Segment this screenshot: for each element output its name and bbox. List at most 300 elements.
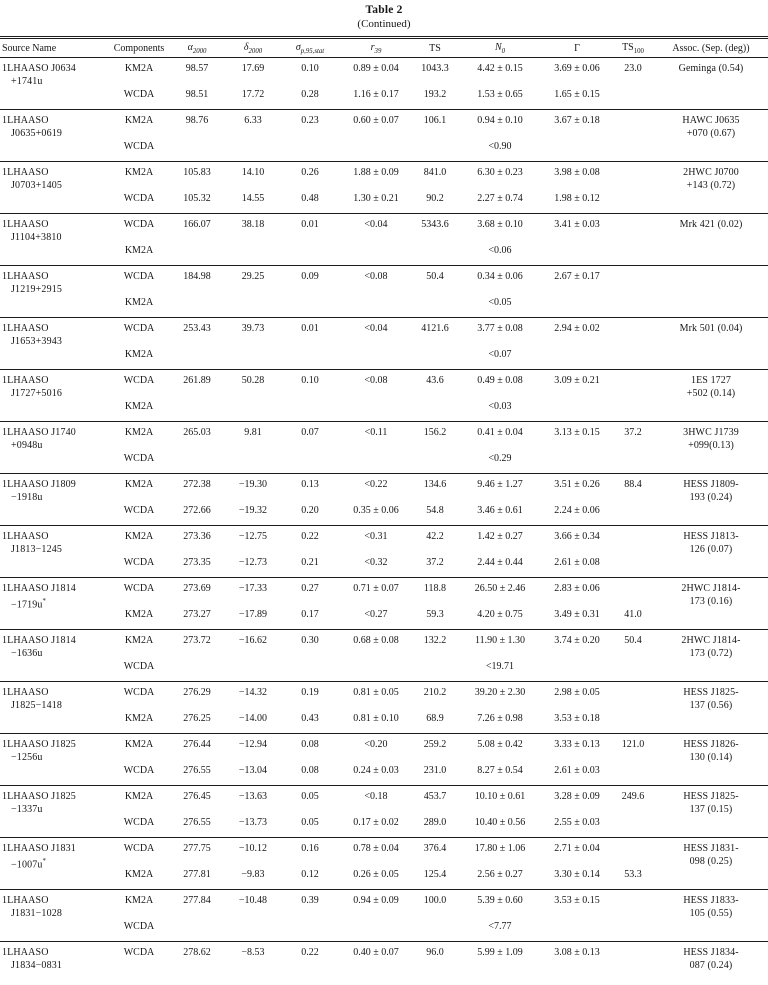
ts100-cell <box>612 656 654 682</box>
sigma-cell: 0.27 <box>280 578 340 604</box>
n0-cell: 0.94 ± 0.10 <box>458 110 542 136</box>
dec-cell: 38.18 <box>226 214 280 240</box>
dec-cell: 14.55 <box>241 192 265 204</box>
source-name-text: 1LHAASO J1740 <box>2 427 76 438</box>
table-row <box>0 188 768 214</box>
n0-cell: <0.03 <box>488 400 512 412</box>
table-row <box>0 344 768 370</box>
source-name-line <box>2 479 110 492</box>
col-header-sigma <box>280 38 340 58</box>
comp-cell: KM2A <box>110 110 168 136</box>
table-row <box>0 500 768 526</box>
ra-cell: 272.38 <box>168 474 226 500</box>
sigma-cell: 0.05 <box>280 786 340 812</box>
ra-cell: 276.44 <box>168 734 226 760</box>
source-name-line <box>2 271 110 284</box>
source-name-text: 1LHAASO <box>2 323 49 334</box>
table-row <box>0 396 768 422</box>
association-cell <box>654 838 768 890</box>
sigma-cell: 0.13 <box>280 474 340 500</box>
table-row <box>0 864 768 890</box>
ts-cell: 68.9 <box>426 712 444 724</box>
ts-cell <box>412 656 458 682</box>
source-name-line <box>2 323 110 336</box>
ts-cell: 231.0 <box>423 764 447 776</box>
table-row <box>0 370 768 396</box>
source-name-text: J1219+2915 <box>11 283 63 295</box>
header-label: Γ <box>574 42 580 54</box>
association-line <box>654 128 768 141</box>
association-cell <box>654 162 768 214</box>
source-name-cell <box>0 942 110 973</box>
gamma-cell <box>542 656 612 682</box>
association-text: 126 (0.07) <box>689 543 733 555</box>
dec-cell <box>226 136 280 162</box>
ts-cell: 125.4 <box>423 868 447 880</box>
dec-cell: −13.63 <box>226 786 280 812</box>
col-header-n0 <box>458 38 542 58</box>
gamma-cell: 1.98 ± 0.12 <box>554 192 600 204</box>
ts100-cell <box>612 396 654 422</box>
sigma-cell: 0.09 <box>280 266 340 292</box>
header-subscript: 100 <box>633 47 644 55</box>
gamma-cell: 2.98 ± 0.05 <box>542 682 612 708</box>
comp-cell: WCDA <box>123 192 155 204</box>
association-cell <box>654 890 768 942</box>
sigma-cell: 0.17 <box>301 608 319 620</box>
association-text: HESS J1826- <box>683 739 739 750</box>
sigma-cell: 0.21 <box>301 556 319 568</box>
source-name-line <box>2 531 110 544</box>
table-row <box>0 474 768 500</box>
source-name-line <box>2 180 110 193</box>
table-row <box>0 890 768 916</box>
ra-cell <box>168 396 226 422</box>
association-text: +502 (0.14) <box>686 387 736 399</box>
source-name-line <box>2 128 110 141</box>
dec-cell: 14.10 <box>226 162 280 188</box>
comp-cell: WCDA <box>123 816 155 828</box>
ra-cell: 98.76 <box>168 110 226 136</box>
ra-cell: 253.43 <box>168 318 226 344</box>
association-line <box>654 648 768 661</box>
star-marker: * <box>42 597 47 605</box>
n0-cell: 10.10 ± 0.61 <box>458 786 542 812</box>
n0-cell: 3.46 ± 0.61 <box>477 504 523 516</box>
comp-cell: KM2A <box>110 474 168 500</box>
r39-cell: <0.22 <box>340 474 412 500</box>
dec-cell <box>226 656 280 682</box>
association-cell <box>654 734 768 786</box>
association-line <box>654 583 768 596</box>
n0-cell: 7.26 ± 0.98 <box>477 712 523 724</box>
association-line <box>654 804 768 817</box>
association-line <box>654 479 768 492</box>
source-name-cell <box>0 370 110 422</box>
sigma-cell <box>280 396 340 422</box>
sigma-cell: 0.08 <box>301 764 319 776</box>
source-name-line <box>2 219 110 232</box>
n0-cell: 0.41 ± 0.04 <box>458 422 542 448</box>
ts100-cell <box>612 84 654 110</box>
table-row <box>0 448 768 474</box>
gamma-cell <box>542 136 612 162</box>
source-name-cell <box>0 266 110 318</box>
ts100-cell <box>612 526 654 552</box>
comp-cell: WCDA <box>110 266 168 292</box>
gamma-cell: 3.98 ± 0.08 <box>542 162 612 188</box>
association-text: +070 (0.67) <box>686 127 736 139</box>
ts100-cell: 249.6 <box>612 786 654 812</box>
table-row <box>0 760 768 786</box>
ra-cell: 98.51 <box>185 88 209 100</box>
source-name-cell <box>0 110 110 162</box>
ts-cell: 96.0 <box>412 942 458 973</box>
source-name-text: 1LHAASO <box>2 687 49 698</box>
r39-cell: <0.04 <box>340 318 412 344</box>
dec-cell <box>226 396 280 422</box>
ts100-cell <box>612 162 654 188</box>
association-text: HESS J1809- <box>683 479 739 490</box>
table-row <box>0 136 768 162</box>
source-name-line <box>2 752 110 765</box>
gamma-cell: 3.69 ± 0.06 <box>542 58 612 84</box>
header-subscript: 39 <box>374 47 382 55</box>
association-text: +143 (0.72) <box>686 179 736 191</box>
table-row <box>0 240 768 266</box>
comp-cell: KM2A <box>124 296 154 308</box>
ts100-cell <box>612 370 654 396</box>
association-text: HESS J1831- <box>683 843 739 854</box>
ts-cell: 37.2 <box>426 556 444 568</box>
source-name-cell <box>0 58 110 110</box>
gamma-cell: 3.30 ± 0.14 <box>554 868 600 880</box>
source-name-line <box>2 856 110 872</box>
n0-cell: 2.56 ± 0.27 <box>477 868 523 880</box>
comp-cell: WCDA <box>123 452 155 464</box>
source-name-line <box>2 336 110 349</box>
r39-cell: 0.24 ± 0.03 <box>353 764 399 776</box>
gamma-cell <box>542 396 612 422</box>
ts-cell: 453.7 <box>412 786 458 812</box>
ts-cell: 210.2 <box>412 682 458 708</box>
dec-cell <box>226 344 280 370</box>
ts100-cell <box>612 292 654 318</box>
ra-cell <box>168 448 226 474</box>
gamma-cell: 2.55 ± 0.03 <box>554 816 600 828</box>
ts100-cell <box>612 266 654 292</box>
table-row <box>0 656 768 682</box>
association-line <box>654 167 768 180</box>
gamma-cell: 3.66 ± 0.34 <box>542 526 612 552</box>
ts100-cell <box>612 708 654 734</box>
ts100-cell <box>612 500 654 526</box>
comp-cell: WCDA <box>123 764 155 776</box>
association-line <box>654 388 768 401</box>
r39-cell <box>340 240 412 266</box>
association-text: 098 (0.25) <box>689 855 733 867</box>
n0-cell: 39.20 ± 2.30 <box>458 682 542 708</box>
n0-cell: <0.07 <box>488 348 512 360</box>
ra-cell <box>168 656 226 682</box>
ts-cell: 259.2 <box>412 734 458 760</box>
source-name-text: 1LHAASO J1814 <box>2 583 76 594</box>
source-name-text: 1LHAASO <box>2 271 49 282</box>
source-name-text: 1LHAASO J1825 <box>2 791 76 802</box>
n0-cell: <0.06 <box>488 244 512 256</box>
table-row <box>0 708 768 734</box>
comp-cell: WCDA <box>110 578 168 604</box>
source-name-text: 1LHAASO <box>2 531 49 542</box>
source-name-line <box>2 596 110 612</box>
source-name-line <box>2 648 110 661</box>
association-text: HESS J1813- <box>683 531 739 542</box>
source-name-text: +1741u <box>11 75 43 87</box>
association-cell <box>654 526 768 578</box>
sigma-cell: 0.20 <box>301 504 319 516</box>
source-name-line <box>2 739 110 752</box>
source-name-line <box>2 908 110 921</box>
n0-cell: <0.05 <box>488 296 512 308</box>
ts100-cell <box>612 318 654 344</box>
ts100-cell: 50.4 <box>612 630 654 656</box>
gamma-cell <box>542 240 612 266</box>
table-body <box>0 58 768 973</box>
table-header <box>0 38 768 58</box>
ts-cell <box>412 292 458 318</box>
sigma-cell: 0.12 <box>301 868 319 880</box>
gamma-cell: 2.67 ± 0.17 <box>542 266 612 292</box>
header-label: Source Name <box>2 42 57 54</box>
ts100-cell <box>612 890 654 916</box>
association-text: +099(0.13) <box>688 439 734 451</box>
source-name-text: −1256u <box>11 751 43 763</box>
ts-cell <box>412 344 458 370</box>
ra-cell: 273.69 <box>168 578 226 604</box>
comp-cell: WCDA <box>110 318 168 344</box>
source-name-line <box>2 63 110 76</box>
ts100-cell <box>612 682 654 708</box>
sigma-cell <box>280 136 340 162</box>
n0-cell: <0.29 <box>488 452 512 464</box>
ts100-cell <box>612 838 654 864</box>
source-name-text: 1LHAASO <box>2 115 49 126</box>
association-text: 2HWC J0700 <box>683 167 739 178</box>
r39-cell <box>340 448 412 474</box>
sigma-cell: 0.23 <box>280 110 340 136</box>
source-name-line <box>2 440 110 453</box>
ts100-cell: 23.0 <box>612 58 654 84</box>
ra-cell <box>168 344 226 370</box>
source-name-text: 1LHAASO J0634 <box>2 63 76 74</box>
ra-cell: 276.25 <box>183 712 211 724</box>
association-line <box>654 687 768 700</box>
n0-cell: 5.99 ± 1.09 <box>458 942 542 973</box>
sigma-cell: 0.28 <box>301 88 319 100</box>
comp-cell: KM2A <box>110 630 168 656</box>
dec-cell: 6.33 <box>226 110 280 136</box>
r39-cell: <0.04 <box>340 214 412 240</box>
n0-cell: 26.50 ± 2.46 <box>458 578 542 604</box>
comp-cell: KM2A <box>110 422 168 448</box>
source-name-text: 1LHAASO J1831 <box>2 843 76 854</box>
ts-cell <box>412 240 458 266</box>
ts-cell: 118.8 <box>412 578 458 604</box>
source-name-text: 1LHAASO <box>2 219 49 230</box>
ts100-cell: 121.0 <box>612 734 654 760</box>
r39-cell: 0.35 ± 0.06 <box>353 504 399 516</box>
source-name-text: J0635+0619 <box>11 127 63 139</box>
header-label: σ <box>295 41 301 53</box>
comp-cell: KM2A <box>110 786 168 812</box>
n0-cell: 3.77 ± 0.08 <box>458 318 542 344</box>
header-row <box>0 38 768 58</box>
association-line <box>654 596 768 609</box>
table-row <box>0 292 768 318</box>
ts100-cell: 88.4 <box>612 474 654 500</box>
source-name-line <box>2 895 110 908</box>
table-row <box>0 682 768 708</box>
source-name-cell <box>0 734 110 786</box>
gamma-cell: 3.67 ± 0.18 <box>542 110 612 136</box>
dec-cell: −10.12 <box>226 838 280 864</box>
source-name-text: −1337u <box>11 803 43 815</box>
source-name-line <box>2 843 110 856</box>
association-line <box>654 908 768 921</box>
r39-cell: 0.40 ± 0.07 <box>340 942 412 973</box>
comp-cell: WCDA <box>110 942 168 973</box>
dec-cell: −14.00 <box>238 712 268 724</box>
table-row <box>0 604 768 630</box>
ts-cell: 376.4 <box>412 838 458 864</box>
source-name-text: 1LHAASO <box>2 947 49 958</box>
association-text: 130 (0.14) <box>689 751 733 763</box>
dec-cell <box>226 240 280 266</box>
table-title: Table 2 <box>365 4 403 16</box>
ra-cell: 273.36 <box>168 526 226 552</box>
dec-cell: 9.81 <box>226 422 280 448</box>
sigma-cell: 0.10 <box>280 370 340 396</box>
comp-cell: WCDA <box>123 920 155 932</box>
dec-cell: 39.73 <box>226 318 280 344</box>
r39-cell: 0.94 ± 0.09 <box>340 890 412 916</box>
table-row <box>0 58 768 84</box>
ts-cell: 132.2 <box>412 630 458 656</box>
table-title-block <box>0 0 768 32</box>
source-name-text: J1653+3943 <box>11 335 63 347</box>
col-header-assoc <box>654 38 768 58</box>
ts100-cell: 41.0 <box>624 608 642 620</box>
header-label: TS <box>622 41 634 53</box>
dec-cell: 17.69 <box>226 58 280 84</box>
ts-cell: 50.4 <box>412 266 458 292</box>
source-name-text: J1104+3810 <box>11 231 62 243</box>
association-line <box>654 427 768 440</box>
ts-cell <box>412 136 458 162</box>
association-cell <box>654 58 768 110</box>
dec-cell: −13.04 <box>238 764 268 776</box>
association-cell <box>654 630 768 682</box>
sigma-cell <box>280 292 340 318</box>
source-name-text: +0948u <box>11 439 43 451</box>
sigma-cell: 0.26 <box>280 162 340 188</box>
association-line <box>654 635 768 648</box>
source-name-cell <box>0 474 110 526</box>
ra-cell: 184.98 <box>168 266 226 292</box>
header-label: δ <box>243 41 249 53</box>
sigma-cell <box>280 656 340 682</box>
table-row <box>0 110 768 136</box>
r39-cell: <0.20 <box>340 734 412 760</box>
association-cell <box>654 214 768 266</box>
header-subscript: p,95,stat <box>300 47 325 55</box>
source-name-text: −1636u <box>11 647 43 659</box>
ra-cell: 105.83 <box>168 162 226 188</box>
n0-cell: 1.53 ± 0.65 <box>477 88 523 100</box>
association-text: HESS J1833- <box>683 895 739 906</box>
table-row <box>0 916 768 942</box>
ts-cell: 156.2 <box>412 422 458 448</box>
association-line <box>654 531 768 544</box>
n0-cell: <0.90 <box>488 140 512 152</box>
comp-cell: KM2A <box>124 868 154 880</box>
ra-cell: 276.45 <box>168 786 226 812</box>
r39-cell: 0.68 ± 0.08 <box>340 630 412 656</box>
ts-cell <box>412 916 458 942</box>
source-name-line <box>2 388 110 401</box>
comp-cell: WCDA <box>123 556 155 568</box>
n0-cell: 4.42 ± 0.15 <box>458 58 542 84</box>
source-name-line <box>2 687 110 700</box>
col-header-ts <box>412 38 458 58</box>
source-name-text: −1007u <box>11 858 43 870</box>
sigma-cell: 0.48 <box>301 192 319 204</box>
n0-cell: 2.44 ± 0.44 <box>477 556 523 568</box>
ra-cell: 105.32 <box>183 192 211 204</box>
source-name-line <box>2 960 110 973</box>
dec-cell <box>226 916 280 942</box>
source-name-cell <box>0 526 110 578</box>
gamma-cell: 2.61 ± 0.03 <box>554 764 600 776</box>
gamma-cell: 3.09 ± 0.21 <box>542 370 612 396</box>
r39-cell: 0.26 ± 0.05 <box>353 868 399 880</box>
dec-cell: −12.73 <box>238 556 268 568</box>
r39-cell: 0.81 ± 0.05 <box>340 682 412 708</box>
n0-cell: 0.34 ± 0.06 <box>458 266 542 292</box>
association-text: 3HWC J1739 <box>683 427 739 438</box>
comp-cell: KM2A <box>124 712 154 724</box>
dec-cell: −9.83 <box>241 868 265 880</box>
table-row <box>0 266 768 292</box>
association-text: 173 (0.72) <box>689 647 733 659</box>
source-name-line <box>2 947 110 960</box>
ra-cell: 273.72 <box>168 630 226 656</box>
ra-cell: 265.03 <box>168 422 226 448</box>
col-header-name <box>0 38 110 58</box>
n0-cell: 10.40 ± 0.56 <box>474 816 526 828</box>
association-line <box>654 947 768 960</box>
source-name-cell <box>0 162 110 214</box>
source-name-line <box>2 76 110 89</box>
association-line <box>654 752 768 765</box>
table-row <box>0 734 768 760</box>
association-line <box>654 895 768 908</box>
table-row <box>0 422 768 448</box>
association-text: HESS J1825- <box>683 687 739 698</box>
association-cell <box>654 942 768 973</box>
association-text: Mrk 421 (0.02) <box>679 219 743 230</box>
dec-cell: 29.25 <box>226 266 280 292</box>
